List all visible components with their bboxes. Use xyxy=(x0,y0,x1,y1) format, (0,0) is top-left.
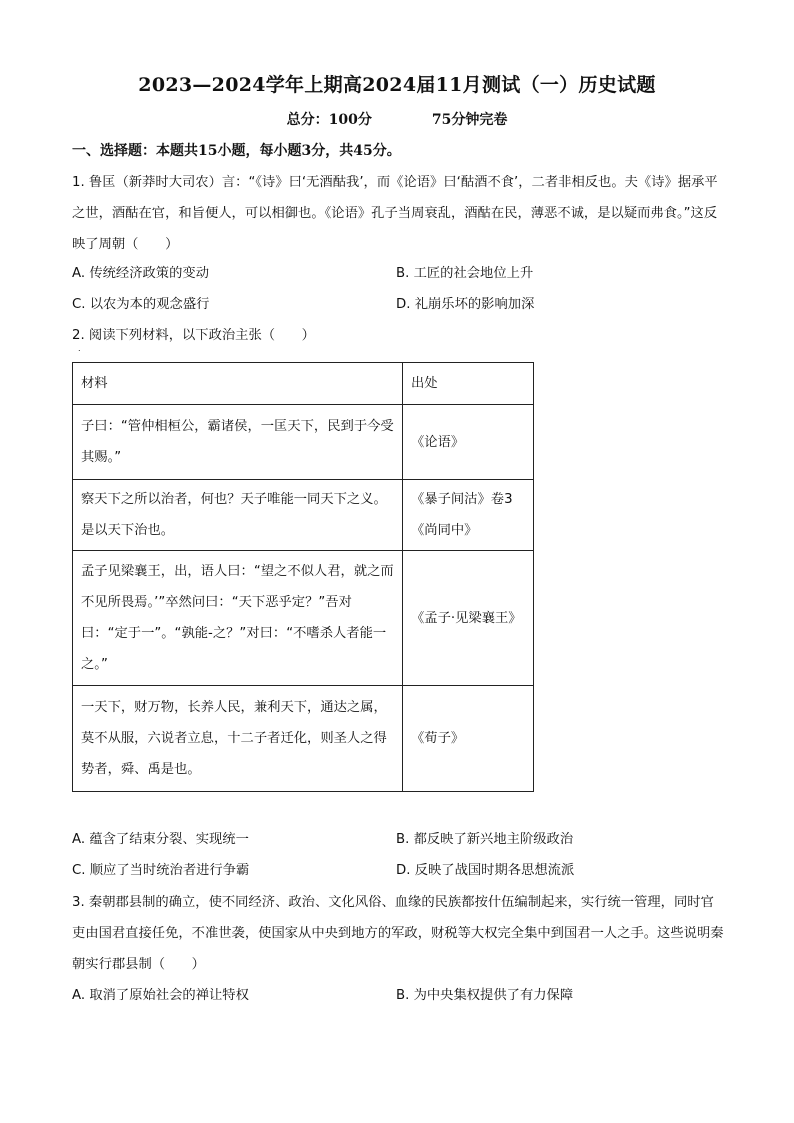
q2-option-a: A. 蕴含了结束分裂、实现统一 xyxy=(72,832,249,847)
q2-option-b: B. 都反映了新兴地主阶级政治 xyxy=(396,832,574,847)
table-cell-material: 一天下，财万物，长养人民，兼利天下，通达之属，莫不从服，六说者立息，十二子者迁化，则圣人之得势者，舜、禹是也。 xyxy=(73,686,403,792)
table-row xyxy=(73,686,534,792)
exam-meta xyxy=(0,109,794,129)
table-row xyxy=(73,405,534,480)
q2-option-c: C. 顺应了当时统治者进行争霸 xyxy=(72,863,250,878)
q2-option-d: D. 反映了战国时期各思想流派 xyxy=(396,863,575,878)
q1-option-b: B. 工匠的社会地位上升 xyxy=(396,266,534,281)
material-table xyxy=(72,362,534,792)
question-2-stem: 2. 阅读下列材料，以下政治主张（ ） xyxy=(72,328,315,343)
table-row xyxy=(73,480,534,551)
question-3-stem: 3. 秦朝郡县制的确立，使不同经济、政治、文化风俗、血缘的民族都按什伍编制起来，实行统一管理，同时官吏由国君直接任免，不准世袭，使国家从中央到地方的军政，财税等大权完全集中到国君一人之手。这些说明秦朝实行郡县制（ ） xyxy=(72,895,724,972)
table-header-row xyxy=(73,363,534,405)
table-row xyxy=(73,551,534,686)
total-score: 总分：100分 xyxy=(286,112,372,128)
section-heading: 一、选择题：本题共15小题，每小题3分，共45分。 xyxy=(72,143,401,159)
stray-dot: . xyxy=(78,344,81,353)
question-1-stem: 1. 鲁匡（新莽时大司农）言：“《诗》曰‘无酒酤我’，而《论语》曰‘酤酒不食’，二者非相反也。夫《诗》据承平之世，酒酤在官，和旨便人，可以相御也。《论语》孔子当周衰乱，酒酤在民，薄恶不诚，是以疑而弗食。”这反映了周朝（ ） xyxy=(72,175,718,252)
table-header-source: 出处 xyxy=(403,363,534,405)
table-cell-source: 《论语》 xyxy=(403,405,534,480)
time-limit: 75分钟完卷 xyxy=(431,112,508,128)
table-cell-material: 子曰：“管仲相桓公，霸诸侯，一匡天下，民到于今受其赐。” xyxy=(73,405,403,480)
table-cell-source: 《孟子·见梁襄王》 xyxy=(403,551,534,686)
q1-option-c: C. 以农为本的观念盛行 xyxy=(72,297,210,312)
table-cell-material: 孟子见梁襄王，出，语人曰：“望之不似人君，就之而不见所畏焉。’”卒然问曰：“天下恶乎定？”吾对曰：“定于一”。“孰能-之？”对曰：“不嗜杀人者能一之。” xyxy=(73,551,403,686)
q1-option-a: A. 传统经济政策的变动 xyxy=(72,266,209,281)
q1-option-d: D. 礼崩乐坏的影响加深 xyxy=(396,297,535,312)
table-cell-material: 察天下之所以治者，何也？天子唯能一同天下之义。是以天下治也。 xyxy=(73,480,403,551)
table-cell-source: 《荀子》 xyxy=(403,686,534,792)
q3-option-a: A. 取消了原始社会的禅让特权 xyxy=(72,988,249,1003)
table-header-material: 材料 xyxy=(73,363,403,405)
q3-option-b: B. 为中央集权提供了有力保障 xyxy=(396,988,574,1003)
table-cell-source: 《暴子间沽》卷3《尚同中》 xyxy=(403,480,534,551)
exam-title: 2023—2024学年上期高2024届11月测试（一）历史试题 xyxy=(138,74,656,96)
